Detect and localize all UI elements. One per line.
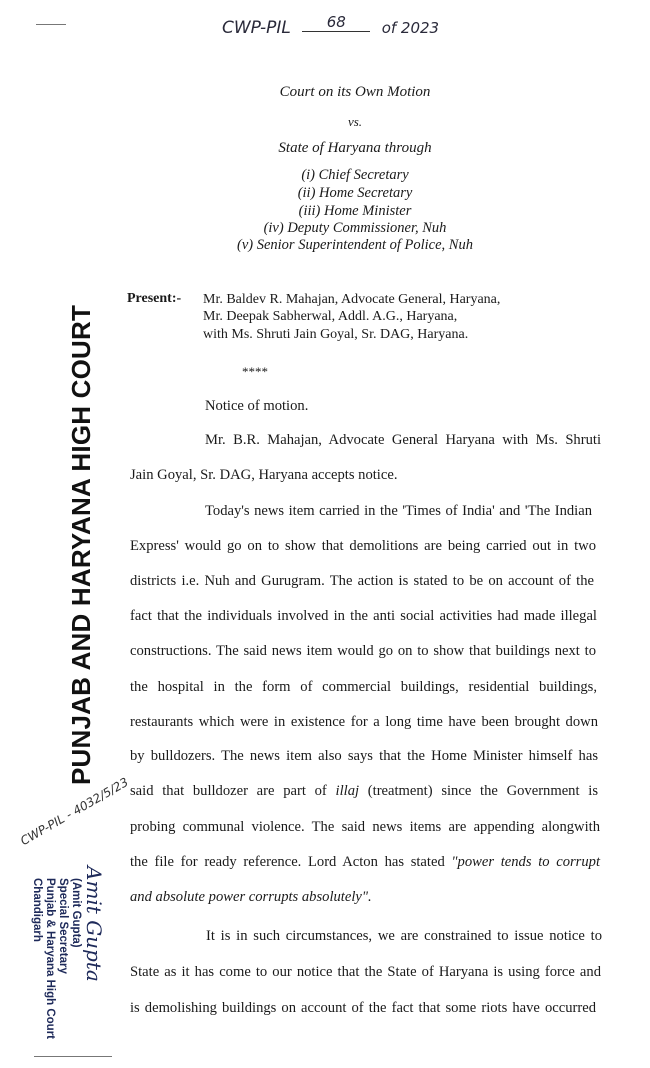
para3-line-3: is demolishing buildings on account of the fact that some riots have occurred: [130, 1000, 596, 1016]
stamp-line-3: Punjab & Haryana High Court: [44, 878, 56, 1040]
line9-before: said that bulldozer are part of: [130, 783, 336, 799]
para2-line-10: probing communal violence. The said news items are appending alongwith: [130, 819, 600, 835]
para2-line-2: Express' would go on to show that demolitions are being carried out in two: [130, 538, 596, 554]
para2-line-4: fact that the individuals involved in the anti social activities had made illegal: [130, 608, 597, 624]
para2-line-9: [130, 783, 598, 800]
para1-line-2: Jain Goyal, Sr. DAG, Haryana accepts notice.: [130, 467, 398, 483]
petitioner: Court on its Own Motion: [279, 84, 431, 100]
para3-line-1: It is in such circumstances, we are constrained to issue notice to: [206, 928, 602, 944]
para1-line-1: Mr. B.R. Mahajan, Advocate General Haryana with Ms. Shruti: [205, 432, 601, 448]
para2-line-1: Today's news item carried in the 'Times of India' and 'The Indian: [205, 503, 592, 519]
respondent-5: (v) Senior Superintendent of Police, Nuh: [237, 237, 473, 253]
stamp-line-4: Chandigarh: [31, 878, 43, 942]
signature: Amit Gupta: [82, 866, 106, 982]
case-prefix: CWP-PIL: [222, 18, 291, 38]
para2-line-7: restaurants which were in existence for a long time have been brought down: [130, 714, 598, 730]
para2-line-11: [130, 854, 600, 871]
case-year: of 2023: [381, 19, 440, 37]
versus: vs.: [347, 114, 363, 129]
line9-after: (treatment) since the Government is: [359, 783, 598, 799]
top-left-mark: [36, 24, 66, 25]
bottom-left-rule: [34, 1056, 112, 1057]
para2-line-8: by bulldozers. The news item also says that the Home Minister himself has: [130, 748, 598, 764]
para3-line-2: State as it has come to our notice that the State of Haryana is using force and: [130, 964, 601, 980]
para2-line-5: constructions. The said news item would go on to show that buildings next to: [130, 643, 596, 659]
present-line-3: with Ms. Shruti Jain Goyal, Sr. DAG, Haryana.: [203, 327, 469, 342]
para2-line-12: and absolute power corrupts absolutely".: [130, 889, 372, 905]
respondent: State of Haryana through: [278, 140, 432, 156]
official-stamp: [30, 878, 82, 1039]
case-number-value: 68: [302, 13, 370, 32]
notice-of-motion: Notice of motion.: [205, 398, 309, 414]
para2-line-6: the hospital in the form of commercial buildings, residential buildings,: [130, 679, 597, 695]
stamp-line-1: (Amit Gupta): [70, 878, 82, 948]
line11-before: the file for ready reference. Lord Acton has stated: [130, 854, 452, 870]
separator: ****: [242, 364, 268, 379]
case-number: [222, 13, 440, 38]
para2-line-3: districts i.e. Nuh and Gurugram. The action is stated to be on account of the: [130, 573, 594, 589]
diary-note: CWP-PIL - 4032/5/23: [18, 774, 131, 849]
respondent-4: (iv) Deputy Commissioner, Nuh: [263, 220, 447, 236]
respondent-2: (ii) Home Secretary: [297, 185, 413, 201]
respondent-1: (i) Chief Secretary: [301, 167, 409, 183]
acton-quote-start: "power tends to corrupt: [451, 854, 600, 870]
present-line-2: Mr. Deepak Sabherwal, Addl. A.G., Haryana,: [203, 309, 458, 324]
court-watermark: PUNJAB AND HARYANA HIGH COURT: [66, 304, 96, 785]
illaj-word: illaj: [335, 783, 360, 799]
stamp-line-2: Special Secretary: [57, 878, 69, 974]
present-label: Present:-: [127, 291, 182, 306]
respondent-3: (iii) Home Minister: [298, 203, 412, 219]
present-line-1: Mr. Baldev R. Mahajan, Advocate General, Haryana,: [203, 292, 501, 307]
